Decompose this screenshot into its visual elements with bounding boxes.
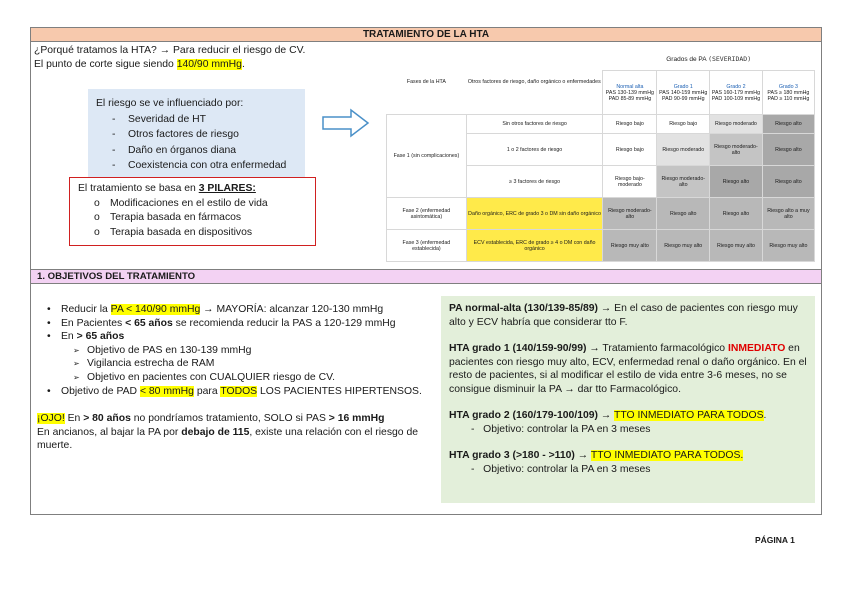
risk-cell: Riesgo bajo: [657, 115, 710, 134]
list-item: o Terapia basada en fármacos: [94, 211, 307, 226]
grade-header: Normal alta PAS 130-139 mmHg PAD 85-89 mmHg: [603, 70, 657, 115]
objectives-list: [37, 303, 437, 453]
risk-cell: Riesgo muy alto: [603, 230, 657, 262]
risk-cell: Riesgo alto: [762, 166, 814, 198]
risk-cell: Riesgo muy alto: [657, 230, 710, 262]
grade-header: Grado 3 PAS ≥ 180 mmHg PAD ≥ 110 mmHg: [762, 70, 814, 115]
intro-line-2: El punto de corte sigue siendo 140/90 mmHg.: [34, 59, 245, 70]
sub-list-item: ➢ Objetivo en pacientes con CUALQUIER riesgo de CV.: [61, 371, 437, 385]
list-item: - Daño en órganos diana: [112, 143, 297, 159]
risk-cell: Riesgo moderado: [710, 115, 763, 134]
sub-list-item: ➢ Objetivo de PAS en 130-139 mmHg: [61, 344, 437, 358]
grade-header: Grado 2 PAS 160-179 mmHg PAD 100-109 mmHg: [710, 70, 763, 115]
factor-cell: Sin otros factores de riesgo: [466, 115, 603, 134]
grado3-block: HTA grado 3 (>180 - >110) → TTO INMEDIATO PARA TODOS. - Objetivo: controlar la PA en 3 meses: [449, 449, 807, 476]
list-item: • Reducir la PA < 140/90 mmHg → MAYORÍA: alcanzar 120-130 mmHg: [37, 303, 437, 317]
risk-cell: Riesgo muy alto: [762, 230, 814, 262]
severity-note: (SEVERIDAD): [708, 55, 752, 64]
table-row: [387, 230, 815, 262]
risk-cell: Riesgo alto: [762, 115, 814, 134]
risk-cell: Riesgo moderado-alto: [710, 134, 763, 166]
cutoff-value: 140/90 mmHg: [176, 59, 242, 70]
risk-cell: Riesgo alto: [762, 134, 814, 166]
col-fases-header: Fases de la HTA: [406, 79, 446, 86]
risk-cell: Riesgo alto: [710, 166, 763, 198]
risk-cell: Riesgo alto a muy alto: [762, 198, 814, 230]
intro-text: [34, 44, 305, 72]
list-item: - Coexistencia con otra enfermedad: [112, 158, 297, 174]
risk-table: [386, 50, 815, 262]
fase1-label: Fase 1 (sin complicaciones): [387, 115, 467, 198]
grades-box: [441, 296, 815, 503]
section-1-heading: 1. OBJETIVOS DEL TRATAMIENTO: [31, 269, 821, 284]
list-item: • En Pacientes < 65 años se recomienda reducir la PAS a 120-129 mmHg: [37, 317, 437, 331]
risk-cell: Riesgo moderado: [657, 134, 710, 166]
right-arrow-glyph: →: [159, 45, 171, 56]
right-arrow-icon: [321, 108, 371, 138]
risk-factors-list: [112, 112, 297, 174]
pillars-list: [94, 197, 307, 241]
col-factores-header: Otros factores de riesgo, daño orgánico o enfermedades: [467, 79, 601, 86]
fase2-label: Fase 2 (enfermedad asintomática): [387, 198, 467, 230]
sub-item: - Objetivo: controlar la PA en 3 meses: [471, 463, 651, 475]
risk-cell: Riesgo bajo-moderado: [603, 166, 657, 198]
list-item: • En > 65 años ➢ Objetivo de PAS en 130-139 mmHg ➢ Vigilancia estrecha de RAM ➢ Objetivo en pacientes con CUALQUIER riesgo de CV.: [37, 330, 437, 384]
pillars-heading: El tratamiento se basa en 3 PILARES:: [78, 183, 256, 194]
list-item: o Modificaciones en el estilo de vida: [94, 197, 307, 212]
page-number: PÁGINA 1: [755, 535, 795, 545]
factor-cell: ECV establecida, ERC de grado ≥ 4 o DM con daño orgánico: [466, 230, 603, 262]
normal-alta-block: PA normal-alta (130/139-85/89) → En el caso de pacientes con riesgo muy alto y ECV habría que considerar tto F.: [449, 303, 798, 328]
factor-cell: Daño orgánico, ERC de grado 3 o DM sin daño orgánico: [466, 198, 603, 230]
risk-cell: Riesgo bajo: [603, 115, 657, 134]
list-item: - Otros factores de riesgo: [112, 127, 297, 143]
sub-item: - Objetivo: controlar la PA en 3 meses: [471, 423, 651, 435]
warning-note: ¡OJO! En > 80 años no pondríamos tratamiento, SOLO si PAS > 16 mmHg En ancianos, al bajar la PA por debajo de 115, existe una relación con el riesgo de muerte.: [37, 413, 419, 452]
list-item: o Terapia basada en dispositivos: [94, 226, 307, 241]
risk-cell: Riesgo bajo: [603, 134, 657, 166]
table-row: [387, 115, 815, 134]
fase3-label: Fase 3 (enfermedad establecida): [387, 230, 467, 262]
grado2-block: HTA grado 2 (160/179-100/109) → TTO INMEDIATO PARA TODOS. - Objetivo: controlar la PA en 3 meses: [449, 409, 807, 436]
page-title: TRATAMIENTO DE LA HTA: [31, 28, 821, 42]
risk-cell: Riesgo moderado-alto: [603, 198, 657, 230]
page-frame: [30, 27, 822, 515]
risk-cell: Riesgo muy alto: [710, 230, 763, 262]
list-item: - Severidad de HT: [112, 112, 297, 128]
risk-box-heading: El riesgo se ve influenciado por:: [96, 98, 244, 109]
factor-cell: 1 o 2 factores de riesgo: [466, 134, 603, 166]
grado1-block: HTA grado 1 (140/159-90/99) → Tratamiento farmacológico INMEDIATO en pacientes con riesgo muy alto, ECV, enfermedad renal o daño orgánico. En el resto de pacientes, si al modificar el estilo de vida entre 3-6 meses, no se consigue disminuir la PA → dar tto Farmacológico.: [449, 343, 807, 395]
risk-cell: Riesgo alto: [657, 198, 710, 230]
sub-list-item: ➢ Vigilancia estrecha de RAM: [61, 357, 437, 371]
risk-cell: Riesgo alto: [710, 198, 763, 230]
table-row: [387, 198, 815, 230]
pillars-box: [69, 177, 316, 246]
risk-cell: Riesgo moderado-alto: [657, 166, 710, 198]
list-item: • Objetivo de PAD < 80 mmHg para TODOS LOS PACIENTES HIPERTENSOS.: [37, 385, 437, 399]
factor-cell: ≥ 3 factores de riesgo: [466, 166, 603, 198]
intro-line-1: ¿Porqué tratamos la HTA? → Para reducir el riesgo de CV.: [34, 45, 306, 56]
grados-header: Grados de PA (SEVERIDAD): [666, 55, 752, 64]
grade-header: Grado 1 PAS 140-159 mmHg PAD 90-99 mmHg: [657, 70, 710, 115]
